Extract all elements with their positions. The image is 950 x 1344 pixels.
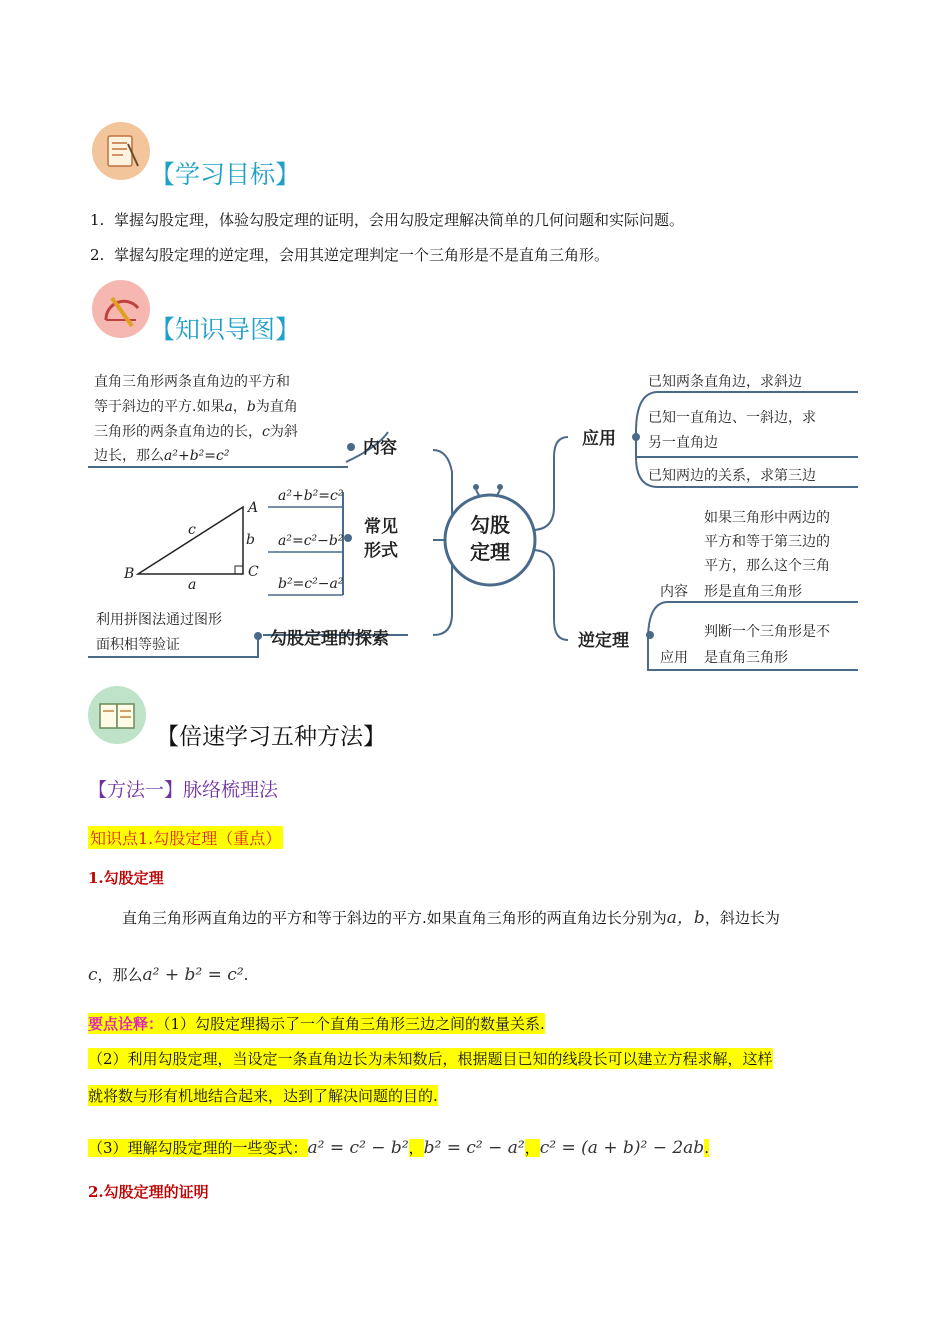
forms-label: 形式: [364, 541, 398, 561]
svg-text:边长，那么a²+b²=c²: 边长，那么a²+b²=c²: [94, 448, 230, 464]
form-formula: a²=c²−b²: [278, 533, 344, 549]
objective-item: 2. 掌握勾股定理的逆定理，会用其逆定理判定一个三角形是不是直角三角形。: [90, 246, 610, 264]
book-icon: [88, 686, 146, 744]
form-formula: a²+b²=c²: [278, 488, 344, 504]
svg-text:利用拼图法通过图形: 利用拼图法通过图形: [96, 612, 222, 628]
svg-text:b: b: [246, 532, 255, 548]
svg-text:判断一个三角形是不: 判断一个三角形是不: [704, 624, 830, 640]
subheading-proof: 2.勾股定理的证明: [88, 1183, 209, 1201]
svg-text:形是直角三角形: 形是直角三角形: [704, 584, 802, 600]
protractor-icon: [92, 280, 150, 338]
content-label: 内容: [363, 438, 397, 458]
svg-text:另一直角边: 另一直角边: [648, 435, 718, 451]
svg-text:c: c: [188, 522, 196, 538]
explore-label: 勾股定理的探索: [270, 629, 389, 649]
method-one-title: 【方法一】脉络梳理法: [88, 779, 279, 801]
svg-text:等于斜边的平方.如果a，b为直角: 等于斜边的平方.如果a，b为直角: [94, 399, 298, 415]
svg-text:已知两边的关系，求第三边: 已知两边的关系，求第三边: [648, 468, 816, 484]
subheading-theorem: 1.勾股定理: [88, 869, 164, 887]
svg-text:C: C: [248, 564, 259, 580]
svg-text:应用: 应用: [660, 650, 688, 666]
mindmap-center-line: 定理: [470, 540, 510, 564]
objectives-title: 【学习目标】: [150, 160, 301, 189]
note-line: 就将数与形有机地结合起来，达到了解决问题的目的.: [88, 1087, 438, 1105]
converse-label: 逆定理: [578, 631, 629, 651]
mindmap-center-line: 勾股: [470, 513, 510, 537]
svg-text:已知一直角边、一斜边，求: 已知一直角边、一斜边，求: [648, 410, 816, 426]
forms-label: 常见: [364, 517, 398, 537]
mindmap-title: 【知识导图】: [150, 315, 301, 344]
notebook-icon: [92, 122, 150, 180]
svg-text:如果三角形中两边的: 如果三角形中两边的: [704, 510, 830, 526]
svg-text:平方，那么这个三角: 平方，那么这个三角: [704, 558, 830, 574]
svg-text:内容: 内容: [660, 584, 688, 600]
definition-line: 直角三角形两直角边的平方和等于斜边的平方.如果直角三角形的两直角边长分别为a，b，斜边长为: [122, 908, 780, 928]
svg-text:面积相等验证: 面积相等验证: [96, 637, 180, 653]
svg-text:三角形的两条直角边的长，c为斜: 三角形的两条直角边的长，c为斜: [94, 424, 298, 440]
form-formula: b²=c²−a²: [278, 576, 344, 592]
definition-line: c，那么a² + b² = c².: [88, 965, 249, 985]
svg-text:已知两条直角边，求斜边: 已知两条直角边，求斜边: [648, 374, 802, 390]
note-line: 要点诠释：（1）勾股定理揭示了一个直角三角形三边之间的数量关系.: [88, 1015, 545, 1033]
content-text-line: 直角三角形两条直角边的平方和: [94, 374, 290, 390]
svg-text:平方和等于第三边的: 平方和等于第三边的: [704, 534, 830, 550]
note-line: （2）利用勾股定理，当设定一条直角边长为未知数后，根据题目已知的线段长可以建立方程求解，这样: [88, 1050, 773, 1068]
apply-label: 应用: [582, 429, 616, 449]
svg-text:a: a: [188, 577, 197, 593]
note-line: （3）理解勾股定理的一些变式：a² = c² − b²，b² = c² − a²，c² = (a + b)² − 2ab.: [88, 1138, 709, 1158]
objective-item: 1. 掌握勾股定理，体验勾股定理的证明，会用勾股定理解决简单的几何问题和实际问题。: [90, 211, 685, 229]
svg-text:是直角三角形: 是直角三角形: [704, 650, 788, 666]
knowledge-point-title: 知识点1.勾股定理（重点）: [88, 826, 283, 849]
methods-title: 【倍速学习五种方法】: [156, 724, 386, 750]
svg-text:A: A: [248, 500, 259, 516]
svg-text:B: B: [124, 566, 135, 582]
knowledge-mindmap: [88, 352, 860, 676]
